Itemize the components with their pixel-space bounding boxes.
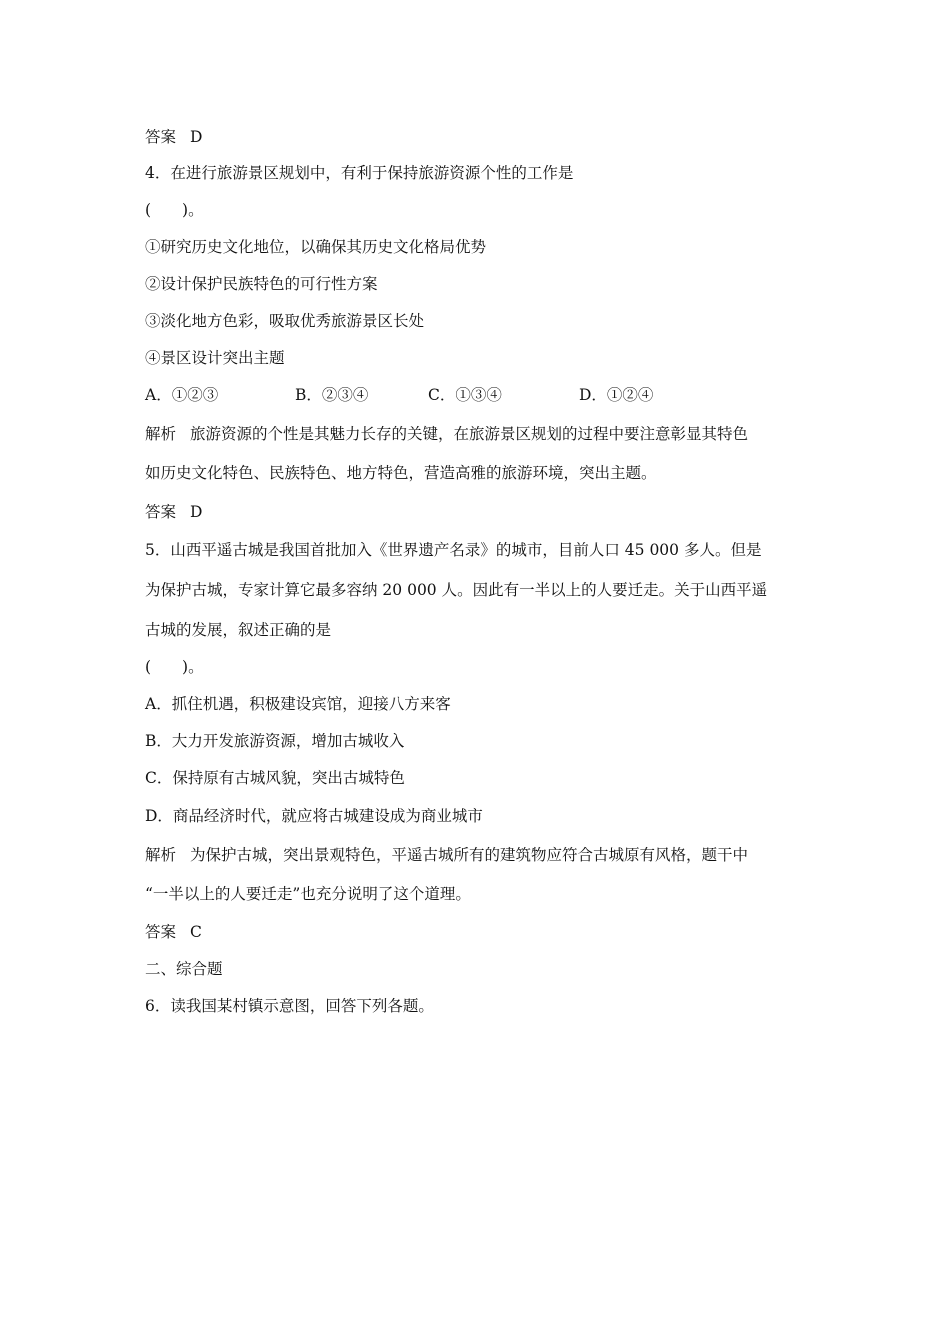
q5-option-d: D．商品经济时代，就应将古城建设成为商业城市 xyxy=(145,807,483,825)
q5-option-c: C．保持原有古城风貌，突出古城特色 xyxy=(145,769,405,787)
answer-label: 答案 xyxy=(145,923,177,941)
answer-value: D xyxy=(190,503,203,521)
answer-label: 答案 xyxy=(145,503,177,521)
section-title: 二、综合题 xyxy=(145,960,223,978)
q4-blank: ( )。 xyxy=(145,201,204,219)
q5-answer xyxy=(145,922,202,942)
q4-option-b: B．②③④ xyxy=(295,386,369,404)
answer-value: D xyxy=(190,128,203,146)
analysis-label: 解析 xyxy=(145,846,177,864)
q4-answer xyxy=(145,502,202,522)
q4-analysis-line1 xyxy=(145,424,748,444)
q5-stem-line1: 5．山西平遥古城是我国首批加入《世界遗产名录》的城市，目前人口 45 000 多人。但是 xyxy=(145,541,762,559)
q4-item-2: ②设计保护民族特色的可行性方案 xyxy=(145,275,378,293)
q5-blank: ( )。 xyxy=(145,658,204,676)
q5-option-a: A．抓住机遇，积极建设宾馆，迎接八方来客 xyxy=(145,695,451,713)
q6-stem: 6．读我国某村镇示意图，回答下列各题。 xyxy=(145,997,434,1015)
q4-option-d: D．①②④ xyxy=(579,386,654,404)
q5-stem-line3: 古城的发展，叙述正确的是 xyxy=(145,621,332,639)
analysis-label: 解析 xyxy=(145,425,177,443)
answer-label: 答案 xyxy=(145,128,177,146)
q4-option-c: C．①③④ xyxy=(428,386,502,404)
q5-option-b: B．大力开发旅游资源，增加古城收入 xyxy=(145,732,405,750)
answer-value: C xyxy=(190,923,202,941)
analysis-text: 旅游资源的个性是其魅力长存的关键，在旅游景区规划的过程中要注意彰显其特色 xyxy=(190,425,749,443)
q4-analysis-line2: 如历史文化特色、民族特色、地方特色，营造高雅的旅游环境，突出主题。 xyxy=(145,464,657,482)
q4-item-1: ①研究历史文化地位，以确保其历史文化格局优势 xyxy=(145,238,487,256)
q5-analysis-line1 xyxy=(145,845,748,865)
q4-stem: 4．在进行旅游景区规划中，有利于保持旅游资源个性的工作是 xyxy=(145,164,574,182)
q5-analysis-line2: “一半以上的人要迁走”也充分说明了这个道理。 xyxy=(145,885,471,903)
analysis-text: 为保护古城，突出景观特色，平遥古城所有的建筑物应符合古城原有风格，题干中 xyxy=(190,846,749,864)
q4-item-4: ④景区设计突出主题 xyxy=(145,349,285,367)
q4-item-3: ③淡化地方色彩，吸取优秀旅游景区长处 xyxy=(145,312,425,330)
q4-option-a: A．①②③ xyxy=(145,386,219,404)
q4-options xyxy=(145,385,653,405)
q3-answer xyxy=(145,127,202,147)
q5-stem-line2: 为保护古城，专家计算它最多容纳 20 000 人。因此有一半以上的人要迁走。关于山西平遥 xyxy=(145,581,768,599)
